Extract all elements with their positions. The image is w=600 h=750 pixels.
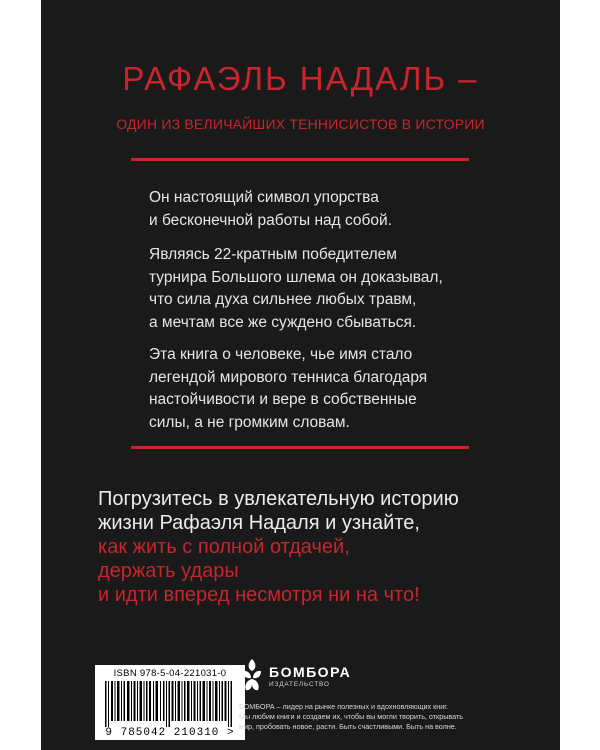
paragraph-1 [149,187,469,232]
publisher-logo [239,655,352,695]
cta-highlight-line: как жить с полной отдачей, [98,536,350,558]
cta-highlight-line: держать удары [98,560,239,582]
cover-panel [41,0,560,750]
publisher-line: БОМБОРА – лидер на рынке полезных и вдохновляющих книг. [239,702,448,711]
isbn-text: ISBN 978-5-04-221031-0 [113,668,227,679]
paragraph-line: турнира Большого шлема он доказывал, [149,268,443,286]
paragraph-2 [149,244,469,334]
cta-line: жизни Рафаэля Надаля и узнайте, [98,512,420,534]
bottom-divider [131,446,469,449]
publisher-name: БОМБОРА [269,664,352,680]
barcode-label [95,665,245,740]
paragraph-line: Он настоящий символ упорства [149,189,379,206]
paragraph-line: силы, а не громким словам. [149,413,350,431]
cover-subtitle: ОДИН ИЗ ВЕЛИЧАЙШИХ ТЕННИСИСТОВ В ИСТОРИИ [116,116,485,132]
paragraph-3 [149,344,469,434]
bombora-logo-icon [239,657,265,693]
paragraph-line: Эта книга о человеке, чье имя стало [149,346,413,363]
paragraph-line: настойчивости и вере в собственные [149,391,417,408]
paragraph-line: и бесконечной работы над собой. [149,211,392,229]
publisher-description [239,702,539,732]
paragraph-line: а мечтам все же суждено сбываться. [149,313,417,331]
call-to-action [98,487,538,607]
paragraph-line: Являясь 22-кратным победителем [149,246,397,263]
publisher-line: мир, пробовать новое, расти. Быть счастливыми. Быть на волне. [239,722,457,731]
cover-title: РАФАЭЛЬ НАДАЛЬ – [122,60,479,97]
paragraph-line: легендой мирового тенниса благодаря [149,368,428,386]
cta-line: Погрузитесь в увлекательную историю [98,488,459,510]
publisher-line: Мы любим книги и создаем их, чтобы вы могли творить, открывать [239,712,463,721]
paragraph-line: что сила духа сильнее любых травм, [149,291,417,308]
publisher-sublabel: ИЗДАТЕЛЬСТВО [269,681,330,688]
top-divider [131,158,469,161]
barcode-icon [103,681,237,727]
cta-highlight-line: и идти вперед несмотря ни на что! [98,584,420,606]
barcode-number: 9 785042 210310 > [105,727,235,739]
